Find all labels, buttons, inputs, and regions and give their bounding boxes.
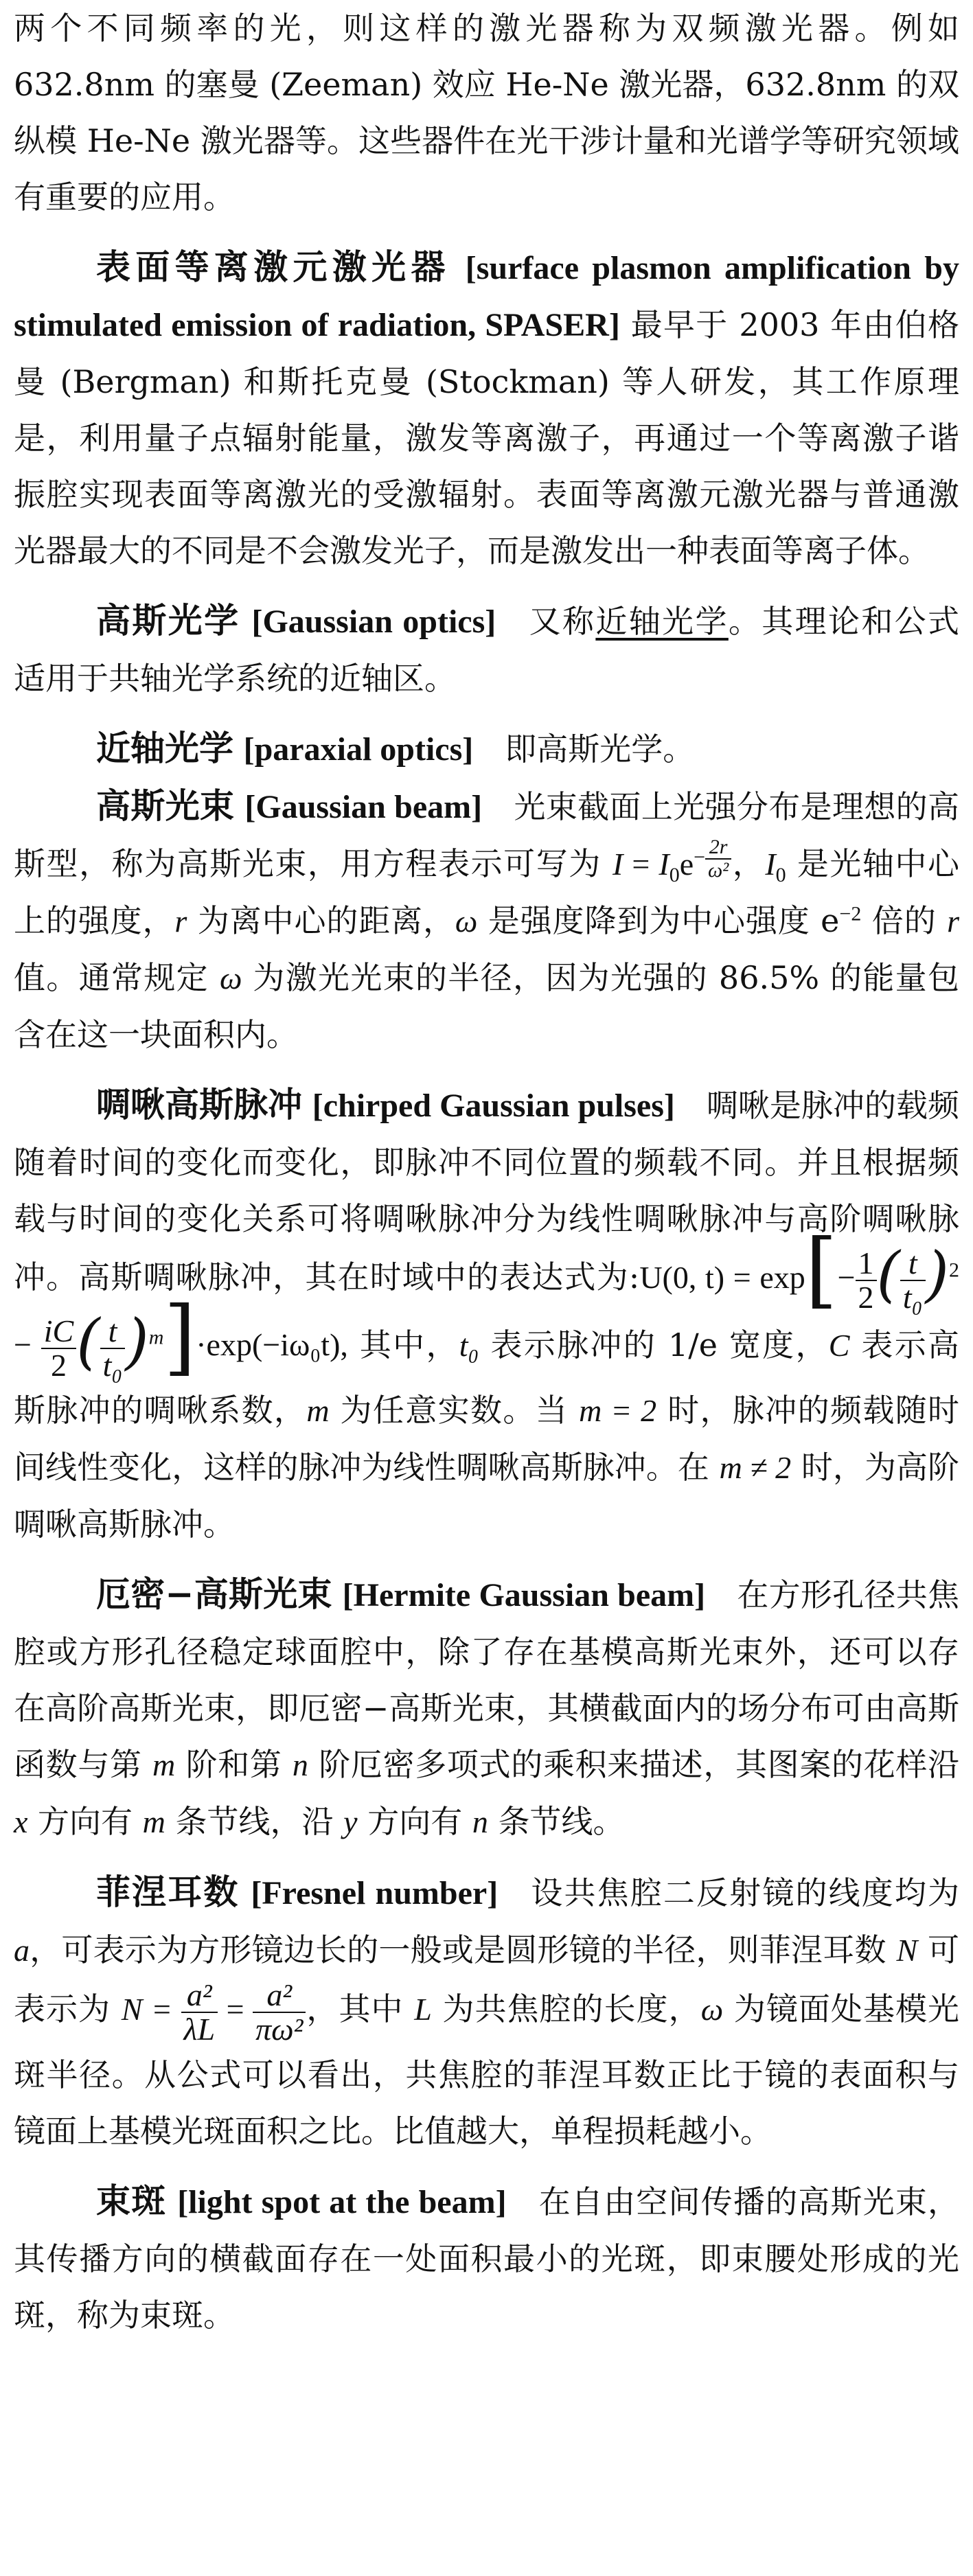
equation-chirped-pulse: U(0, t) = exp[− $\frac{1}{2}$ ( $\frac{t}{\text{t₀}}$ )$^2$ − $\frac{iC}{2}$ ( $\frac{t}{\text{t₀}}$ )$^m$]·exp(−iω₀t), — [14, 1221, 960, 1385]
entry-text: 。其理论和公式适用于共轴光学系统的近轴区。 — [14, 603, 960, 697]
entry-english: [chirped Gaussian pulses] — [312, 1088, 675, 1124]
entry-text: 两个不同频率的光，则这样的激光器称为双频激光器。例如 632.8nm 的塞曼 (Zeeman) 效应 He-Ne 激光器，632.8nm 的双纵模 He-Ne 激光器等。这些器件在光干涉计量和光谱学等研究领域有重要的应用。 — [14, 10, 959, 216]
entry-term: 厄密−高斯光束 — [96, 1574, 332, 1615]
entry-spaser — [14, 239, 959, 579]
entry-term: 高斯光束 — [96, 786, 235, 826]
entry-term: 束斑 — [96, 2181, 167, 2221]
entry-paraxial-optics — [14, 720, 959, 778]
equation-fresnel-number: N = $\frac{\text{a²}}{\lambda L}$ = $\frac{\text{a²}}{\text{πω²}}$ — [122, 1992, 306, 2027]
entry-fresnel-number: 菲涅耳数 [Fresnel number] 设共焦腔二反射镜的线度均为 a，可表示为方形镜边长的一般或是圆形镜的半径，则菲涅耳数 N 可表示为 N = $\frac{\text{a²}}{\lambda L}$ = $\frac{\text{a²}}{\text{πω²}}$ ，其中 L 为共焦腔的长度，ω 为镜面处基模光斑半径。从公式可以看出，共焦腔的菲涅耳数正比于镜的表面积与镜面上基模光斑面积之比。比值越大，单程损耗越小。 — [14, 1872, 960, 2150]
entry-text: 光束截面上光强分布是理想的高斯型，称为高斯光束，用方程表示可写为 — [14, 788, 960, 882]
entry-english: [Fresnel number] — [251, 1875, 499, 1912]
entry-text: 又称 — [527, 603, 596, 640]
equation-intensity: $I = I_0e^{- \frac{2r}{\text{ω²}}}$ — [613, 847, 731, 882]
entry-english: [paraxial optics] — [243, 731, 474, 768]
entry-gaussian-optics — [14, 593, 959, 706]
entry-english: [Hermite Gaussian beam] — [342, 1577, 706, 1614]
entry-text: 最早于 2003 年由伯格曼 (Bergman) 和斯托克曼 (Stockman) 等人研发，其工作原理是，利用量子点辐射能量，激发等离激子，再通过一个等离激子谐振腔实现表面等离激光的受激辐射。表面等离激元激光器与普通激光器最大的不同是不会激发光子，而是激发出一种表面等离子体。 — [14, 306, 960, 569]
entry-text: 在方形孔径共焦腔或方形孔径稳定球面腔中，除了存在基模高斯光束外，还可以存在高阶高斯光束，即厄密−高斯光束，其横截面内的场分布可由高斯函数与第 — [14, 1576, 959, 1784]
entry-text: 啁啾是脉冲的载频随着时间的变化而变化，即脉冲不同位置的频载不同。并且根据频载与时间的变化关系可将啁啾脉冲分为线性啁啾脉冲与高阶啁啾脉冲。高斯啁啾脉冲，其在时域中的表达式为: — [14, 1087, 960, 1296]
entry-term: 菲涅耳数 — [96, 1872, 240, 1913]
entry-gaussian-beam: 高斯光束 [Gaussian beam] 光束截面上光强分布是理想的高斯型，称为高斯光束，用方程表示可写为 $I = I_0e^{- \frac{2r}{\text{ω²}}}$ ，$I_0$ 是光轴中心上的强度，r 为离中心的距离，ω 是强度降到为中心强度 $e^{-2}$ 倍的 r 值。通常规定 ω 为激光光束的半径，因为光强的 86.5% 的能量包含在这一块面积内。 — [14, 786, 960, 1053]
entry-term: 啁啾高斯脉冲 — [96, 1085, 303, 1125]
entry-term: 表面等离激元激光器 — [96, 247, 450, 287]
entry-text: 设共焦腔二反射镜的线度均为 — [529, 1874, 960, 1912]
entry-english: [surface plasmon amplification by stimulated emission of radiation, SPASER] — [14, 250, 960, 343]
entry-hermite-gaussian-beam: 厄密−高斯光束 [Hermite Gaussian beam] 在方形孔径共焦腔或方形孔径稳定球面腔中，除了存在基模高斯光束外，还可以存在高阶高斯光束，即厄密−高斯光束，其横截面内的场分布可由高斯函数与第 m 阶和第 n 阶厄密多项式的乘积来描述，其图案的花样沿 x 方向有 m 条节线，沿 y 方向有 n 条节线。 — [14, 1574, 960, 1841]
entry-english: [Gaussian optics] — [251, 603, 496, 640]
entry-chirped-gaussian-pulses: 啁啾高斯脉冲 [chirped Gaussian pulses] 啁啾是脉冲的载频随着时间的变化而变化，即脉冲不同位置的频载不同。并且根据频载与时间的变化关系可将啁啾脉冲分为线性啁啾脉冲与高阶啁啾脉冲。高斯啁啾脉冲，其在时域中的表达式为:U(0, t) = exp[− $\frac{1}{2}$ ( $\frac{t}{\text{t₀}}$ )$^2$ − $\frac{iC}{2}$ ( $\frac{t}{\text{t₀}}$ )$^m$]·exp(−iω₀t), 其中，t₀ 表示脉冲的 1/e 宽度，C 表示高斯脉冲的啁啾系数，m 为任意实数。当 m = 2 时，脉冲的频载随时间线性变化，这样的脉冲为线性啁啾高斯脉冲。在 m ≠ 2 时，为高阶啁啾高斯脉冲。 — [14, 1085, 960, 1543]
entry-term: 近轴光学 — [96, 728, 233, 768]
entry-text: 在自由空间传播的高斯光束，其传播方向的横截面存在一处面积最小的光斑，即束腰处形成的光斑，称为束斑。 — [14, 2183, 960, 2334]
cross-reference-link[interactable]: 近轴光学 — [595, 603, 729, 640]
entry-text: 即高斯光学。 — [505, 731, 695, 768]
entry-continuation — [14, 0, 959, 225]
entry-term: 高斯光学 — [96, 601, 240, 641]
entry-english: [light spot at the beam] — [177, 2183, 507, 2220]
entry-beam-spot — [14, 2173, 959, 2343]
entry-english: [Gaussian beam] — [244, 789, 483, 825]
